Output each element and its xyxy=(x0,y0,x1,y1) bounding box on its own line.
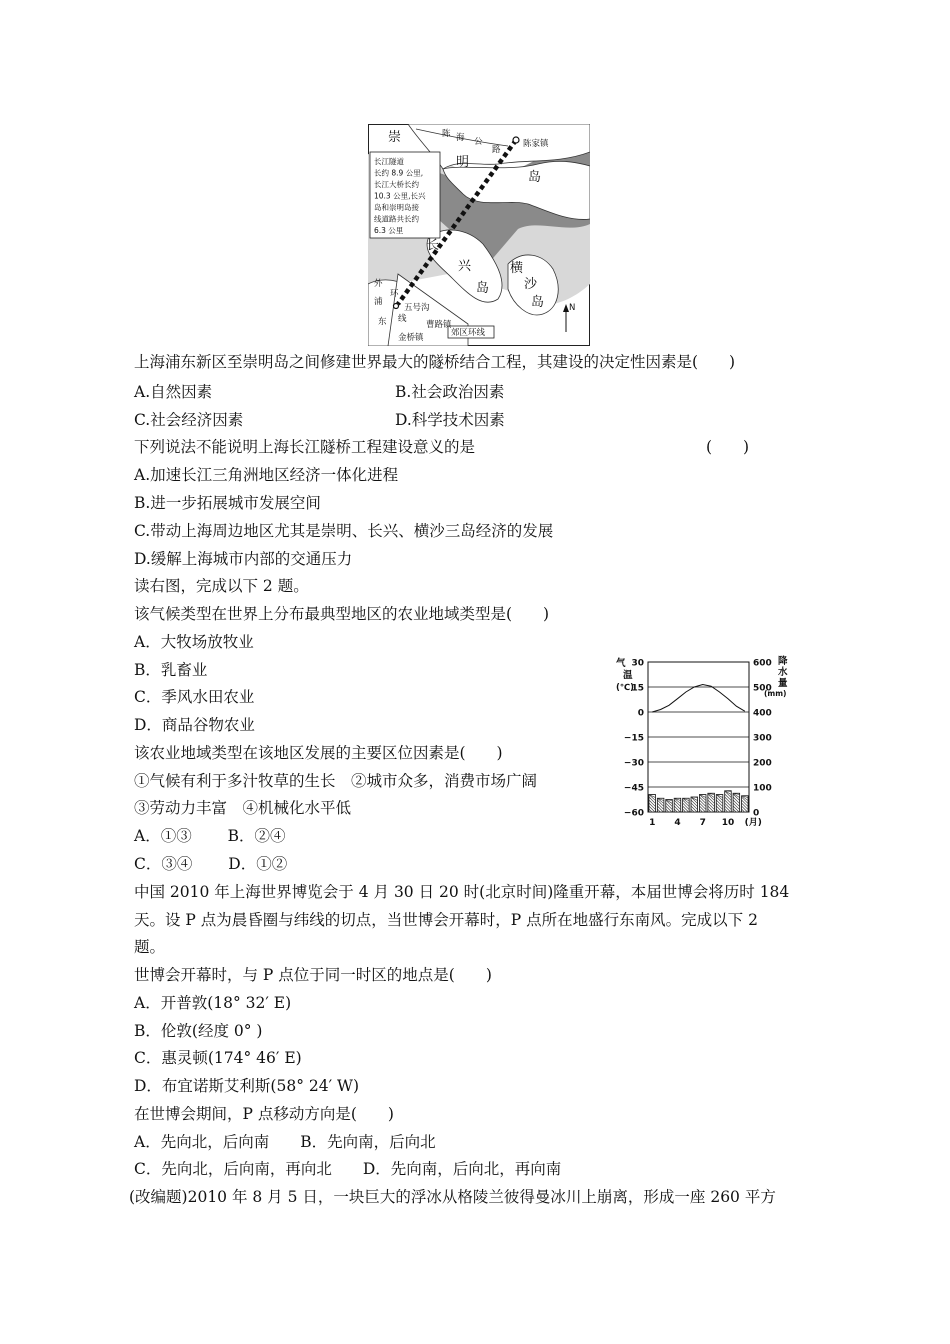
map-note-line: 长江隧道 xyxy=(374,157,404,166)
q3-option-d: D．商品谷物农业 xyxy=(134,716,255,734)
q1-stem: 上海浦东新区至崇明岛之间修建世界最大的隧桥结合工程，其建设的决定性因素是( ) xyxy=(134,353,736,371)
map-label-lu: 路 xyxy=(492,145,501,155)
q1-option-a: A.自然因素 xyxy=(134,383,213,401)
q3-option-b: B．乳畜业 xyxy=(134,661,208,679)
q1-option-d: D.科学技术因素 xyxy=(395,411,505,429)
q3-option-a: A．大牧场放牧业 xyxy=(134,633,254,651)
map-note-line: 10.3 公里,长兴 xyxy=(374,191,426,201)
q5-option-c: C．惠灵顿(174° 46′ E) xyxy=(134,1049,302,1067)
temp-axis-title: 气 xyxy=(616,658,626,669)
map-note-line: 长约 8.9 公里, xyxy=(374,168,424,178)
month-tick-label: 10 xyxy=(721,818,735,828)
temp-tick-label: 30 xyxy=(631,658,644,669)
map-label-dao1: 岛 xyxy=(528,170,542,185)
map-label-hai: 海 xyxy=(456,133,465,143)
map-note-line: 长江大桥长约 xyxy=(374,180,419,189)
north-label: N xyxy=(569,303,576,313)
map-note xyxy=(374,156,426,235)
map-label-dong: 东 xyxy=(378,317,387,327)
q3-option-c: C．季风水田农业 xyxy=(134,688,255,706)
precip-tick-label: 500 xyxy=(753,683,772,694)
map-label-gong: 公 xyxy=(474,137,483,147)
precip-axis-title: 降 xyxy=(778,656,788,667)
temp-tick-label: −45 xyxy=(623,783,644,794)
q6-options-cd: C．先向北，后向南，再向北 D．先向南，后向北，再向南 xyxy=(134,1160,562,1178)
q5-option-a: A．开普敦(18° 32′ E) xyxy=(134,994,292,1012)
map-label-pu: 浦 xyxy=(374,297,383,307)
q4-factors-2: ③劳动力丰富 ④机械化水平低 xyxy=(134,799,352,817)
precip-axis-unit: (mm) xyxy=(764,689,787,698)
precip-tick-label: 200 xyxy=(753,758,772,769)
map-label-heng: 横 xyxy=(510,261,524,276)
map-label-dao3: 岛 xyxy=(531,295,545,310)
temp-tick-label: −30 xyxy=(623,758,644,769)
precip-axis-title: 量 xyxy=(778,678,788,689)
q6-options-ab: A．先向北，后向南 B．先向南，后向北 xyxy=(134,1133,436,1151)
map-label-sha: 沙 xyxy=(524,277,538,292)
precip-tick-label: 0 xyxy=(753,808,760,819)
intro-3-line3: 题。 xyxy=(134,938,166,956)
precip-tick-label: 600 xyxy=(753,658,772,669)
q7-stem-start: (改编题)2010 年 8 月 5 日，一块巨大的浮冰从格陵兰彼得曼冰川上崩离，形成一座 260 平方 xyxy=(129,1188,776,1206)
map-note-line: 线道路共长约 xyxy=(374,214,419,224)
map-label-chen: 陈 xyxy=(442,129,451,139)
temp-axis-title-2: 温 xyxy=(623,670,633,681)
temp-tick-label: −60 xyxy=(623,808,644,819)
temp-axis-unit: (℃) xyxy=(616,683,635,693)
map-label-wuhaogou: 五号沟 xyxy=(404,303,430,313)
map-note-line: 6.3 公里 xyxy=(374,226,404,235)
q2-option-d: D.缓解上海城市内部的交通压力 xyxy=(134,550,353,568)
month-tick-label: 7 xyxy=(699,818,706,828)
precip-axis-title: 水 xyxy=(778,667,788,678)
map-label-jiaoqu: 郊区环线 xyxy=(451,328,486,338)
q4-options-cd: C．③④ D．①② xyxy=(134,855,288,873)
precip-tick-label: 300 xyxy=(753,733,772,744)
map-label-wai: 外 xyxy=(374,279,383,289)
map-label-caoluzhen: 曹路镇 xyxy=(426,320,452,330)
q5-option-b: B．伦敦(经度 0° ) xyxy=(134,1022,263,1040)
q4-factors-1: ①气候有利于多汁牧草的生长 ②城市众多，消费市场广阔 xyxy=(134,772,538,790)
q3-stem: 该气候类型在世界上分布最典型地区的农业地域类型是( ) xyxy=(134,605,550,623)
map-label-huan: 环 xyxy=(390,289,399,299)
q2-paren: ( ) xyxy=(706,438,750,456)
q2-option-b: B.进一步拓展城市发展空间 xyxy=(134,494,321,512)
map-label-chong: 崇 xyxy=(388,130,402,145)
map-label-xian: 线 xyxy=(398,314,407,324)
temp-tick-label: 15 xyxy=(631,683,644,694)
month-tick-label: 1 xyxy=(649,818,656,828)
q4-stem: 该农业地域类型在该地区发展的主要区位因素是( ) xyxy=(134,744,503,762)
climate-chart xyxy=(612,650,792,835)
map-label-xing: 兴 xyxy=(458,259,472,274)
temp-tick-label: 0 xyxy=(637,708,644,719)
map-note-line: 岛和崇明岛接 xyxy=(374,203,419,212)
map-label-dao2: 岛 xyxy=(476,281,490,296)
yangtze-tunnel-map xyxy=(368,124,590,346)
intro-3-line1: 中国 2010 年上海世界博览会于 4 月 30 日 20 时(北京时间)隆重开幕，本届世博会将历时 184 xyxy=(134,883,790,901)
precip-tick-label: 400 xyxy=(753,708,772,719)
month-tick-label: 4 xyxy=(674,818,681,828)
q1-option-b: B.社会政治因素 xyxy=(395,383,505,401)
map-label-chang: 长 xyxy=(426,238,440,253)
map-label-ming: 明 xyxy=(456,155,470,170)
q2-option-a: A.加速长江三角洲地区经济一体化进程 xyxy=(134,466,399,484)
map-label-jinqiaozhen: 金桥镇 xyxy=(398,333,424,343)
intro-3-line2: 天。设 P 点为晨昏圈与纬线的切点，当世博会开幕时，P 点所在地盛行东南风。完成以下 2 xyxy=(134,911,758,929)
q6-stem: 在世博会期间，P 点移动方向是( ) xyxy=(134,1105,394,1123)
q2-option-c: C.带动上海周边地区尤其是崇明、长兴、横沙三岛经济的发展 xyxy=(134,522,554,540)
q5-option-d: D．布宜诺斯艾利斯(58° 24′ W) xyxy=(134,1077,360,1095)
intro-2: 读右图，完成以下 2 题。 xyxy=(134,577,309,595)
precip-tick-label: 100 xyxy=(753,783,772,794)
temp-tick-label: −15 xyxy=(623,733,644,744)
q2-stem: 下列说法不能说明上海长江隧桥工程建设意义的是 xyxy=(134,438,476,456)
q4-options-ab: A．①③ B．②④ xyxy=(134,827,286,845)
map-label-chenjiazhen: 陈家镇 xyxy=(523,139,549,149)
temperature-line xyxy=(652,685,745,713)
q1-option-c: C.社会经济因素 xyxy=(134,411,244,429)
month-unit-label: (月) xyxy=(744,818,762,828)
q5-stem: 世博会开幕时，与 P 点位于同一时区的地点是( ) xyxy=(134,966,492,984)
